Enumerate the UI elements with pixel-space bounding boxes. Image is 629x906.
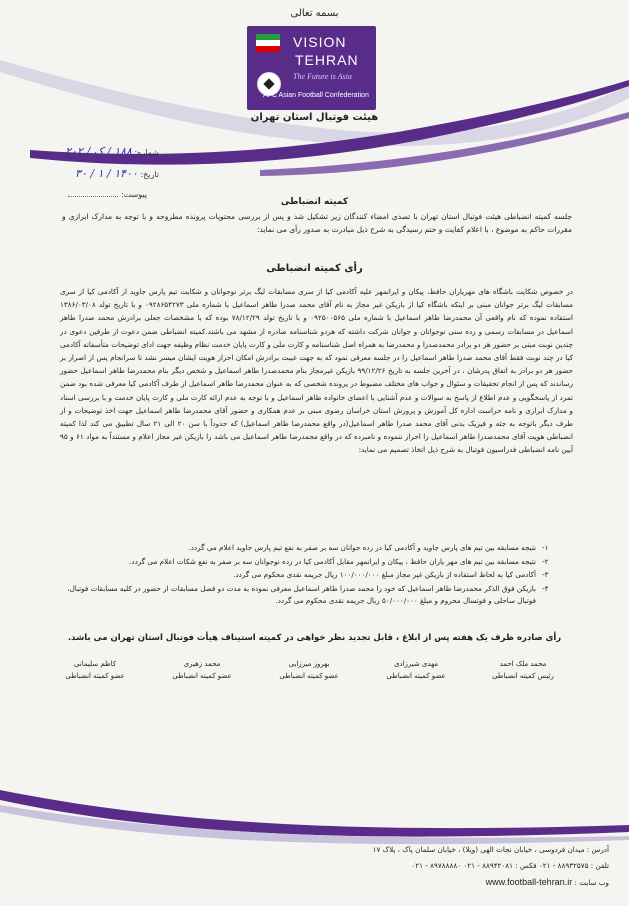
- signatory-name: محمد زهیری: [183, 660, 221, 668]
- number-value: ۱۸۸ / ک / ۲۰۲: [65, 145, 132, 158]
- signatory-role: رئیس کمیته انضباطی: [492, 672, 554, 680]
- verdict-title: رأی کمیته انضباطی: [266, 263, 363, 274]
- date-label: تاریخ:: [140, 170, 159, 179]
- logo-confederation: AFC Asian Football Confederation: [263, 92, 369, 99]
- signatory-role: عضو کمیته انضباطی: [279, 672, 339, 680]
- footer-website-row: [20, 877, 609, 887]
- reference-number-row: [65, 145, 159, 158]
- signatory-role: عضو کمیته انضباطی: [386, 672, 446, 680]
- ruling-list: [66, 542, 556, 609]
- ruling-item-number: ۴-: [542, 583, 549, 593]
- ruling-item: [66, 542, 556, 555]
- footer-phones: تلفن : ۸۸۹۳۲۵۷۵ - ۰۲۱ فکس : ۸۸۹۴۲۰۸۱ - ۰۲۱ ۸۹۷۸۸۸۸۰ - ۰۲۱: [411, 861, 609, 870]
- signatory-name: بهروز میرزایی: [288, 660, 330, 668]
- logo-line1: VISION: [293, 34, 347, 50]
- website-label: وب سایت :: [574, 878, 609, 887]
- signatures-row: [54, 658, 564, 682]
- signatory-role: عضو کمیته انضباطی: [65, 672, 125, 680]
- intro-paragraph: جلسه کمیته انضباطی هیئت فوتبال استان تهران با تصدی امضاء کنندگان زیر تشکیل شد و پس از بررسی محتویات پرونده مطروحه و با توجه به مدارک ابرازی و مقررات حاکم به موضوع ، با اعلام کفایت و ختم رسیدگی به شرح ذیل مبادرت به صدور رأی می نماید:: [62, 212, 572, 234]
- signature-block: [375, 658, 457, 682]
- ruling-item-text: نتیجه مسابقه بین تیم های مهر یاران حافظ ، پیکان و ایرانمهر مقابل آکادمی کیا در رده نوجوانان سه بر صفر به نفع شکات اعلام می گردد.: [129, 556, 536, 566]
- ruling-item-text: نتیجه مسابقه بین تیم های پارس جاوید و آکادمی کیا در رده جوانان سه بر صفر به نفع تیم پارس جاوید اعلام می گردد.: [188, 543, 536, 552]
- signatory-name: محمد ملک احمد: [499, 660, 547, 668]
- logo-tagline: The Future is Asia: [293, 72, 352, 81]
- signature-block: [54, 658, 136, 682]
- appeal-notice: رأی صادره ظرف یک هفته پس از ابلاغ ، قابل تجدید نظر خواهی در کمیته استیناف هیأت فوتبال استان تهران می باشد.: [67, 633, 562, 643]
- ruling-item-number: ۳-: [542, 570, 549, 579]
- signature-block: [268, 658, 350, 682]
- attachment-label: پیوست:: [120, 190, 147, 199]
- signature-block: [161, 658, 243, 682]
- ruling-item-text: بازیکن فوق الذکر محمدرضا طاهر اسماعیل که خود را محمد صدرا طاهر اسماعیل معرفی نموده به مدت دو فصل مسابقات از حضور در کلیه مسابقات فوتبال، فوتبال ساحلی و فوتسال محروم و مبلغ ۵۰/۰۰۰/۰۰۰ ریال جریمه نقدی محکوم می گردد.: [67, 583, 536, 605]
- ruling-item: [66, 583, 556, 608]
- organization-name: هیئت فوتبال استان تهران: [250, 112, 379, 123]
- ruling-item-number: ۲-: [542, 556, 549, 566]
- signatory-name: مهدی شیرزادی: [393, 660, 439, 668]
- bismillah-text: بسمه تعالی: [290, 8, 339, 19]
- vision-tehran-logo: [247, 26, 376, 110]
- signature-block: [482, 658, 564, 682]
- signatory-name: کاظم سلیمانی: [73, 660, 117, 668]
- date-value: ۱۴۰۰ / ۱ / ۳۰: [75, 167, 138, 180]
- ruling-item-text: آکادمی کیا به لحاظ استفاده از بازیکن غیر مجاز مبلغ ۱۰۰/۰۰۰/۰۰۰ ریال جریمه نقدی محکوم می گردد.: [233, 570, 536, 579]
- ruling-item: [66, 569, 556, 582]
- ruling-item: [66, 556, 556, 569]
- number-label: شماره:: [134, 148, 159, 157]
- reference-date-row: [75, 167, 159, 180]
- logo-line2: TEHRAN: [295, 52, 359, 68]
- verdict-body: در خصوص شکایت باشگاه های مهریاران حافظ، پیکان و ایرانمهر علیه آکادمی کیا از سری مسابقات لیگ برتر نوجوانان و شکایت تیم پارس جاوید از آکادمی کیا از سری مسابقات لیگ برتر جوانان مبنی بر اینکه باشگاه کیا از بازیکن غیر مجاز به نام آقای محمد صدرا طاهر اسماعیل با شماره ملی ۰۹۲۸۶۵۴۲۷۳ و با تاریخ تولد ۱۳۸۶/۰۳/۰۸ استفاده نموده که نام واقعی آن محمدرضا طاهر اسماعیل با شماره ملی ۰۹۲۵۰۰۵۶۵ و با تاریخ تولد ۷۸/۱۲/۲۹ بوده که با مشخصات جعلی برادرش محمد صدرا طاهر اسماعیل در مسابقات رسمی و رده سنی نوجوانان و جوانان شرکت داشته که هردو شناسنامه صادره از مشهد می باشند.کمیته انضباطی ضمن دعوت از طرفین دعوی در چندین نوبت مبنی بر حضور هر دو برادر محمدصدرا و محمدرضا به همراه اصل شناسنامه و کارت ملی و کارت پایان خدمت نظام وظیفه جهت ادای توضیحات متأسفانه آکادمی کیا در چند نوبت فقط آقای محمد صدرا طاهر اسماعیل را در جلسه معرفی نمود که به جهت غیبت برادرش امکان احراز هویت ایشان میسر نشد تا سرانجام پس از اصرار بر حضور هر دو برادر به اتفاق پدرشان ، در آخرین جلسه به تاریخ ۹۹/۱۲/۲۶ بازیکن غیرمجاز بنام محمدصدرا طاهر اسماعیل و شخص دیگر بنام محمدرضا طاهر اسماعیل حضور رساندند که پس از انجام تحقیقات و سئوال و جواب های مختلف مضبوط در پرونده شخصی که به عنوان محمدرضا طاهر اسماعیل از طرف آکادمی کیا معرفی شده بود ضمن تمرد از پاسخگویی و عدم اطلاع از پاسخ به سوالات و عدم آشنایی با اعضای خانواده طاهر اسماعیل و با توجه به عدم ارائه کارت ملی و کارت پایان خدمت و با بررسی اسناد و مدارک ابرازی و نامه حراست اداره کل آموزش و پرورش استان خراسان رضوی مبنی بر عدم همکاری و حضور آقای محمدرضا طاهر اسماعیل جهت اخذ توضیحات و از طرف دیگر باتوجه به جثه و فیزیک بدنی آقای محمد صدرا طاهر اسماعیل(در واقع محمدرضا طاهر اسماعیل) که حدوداً با سن ۲۰ الی ۲۱ سال تطبیق می کند لذا کمیته انضباطی هویت آقای محمدصدرا طاهر اسماعیل را احراز ننموده و نامبرده که در واقع محمدرضا طاهر اسماعیل می باشد را بازیکن غیر مجاز اعلام و مستنداً به مواد ۶۱ و ۹۵ آیین نامه انضباطی فدراسیون فوتبال به شرح ذیل اتخاذ تصمیم می نماید:: [60, 287, 574, 455]
- committee-title: کمیته انضباطی: [280, 197, 349, 207]
- ruling-item-number: ۱-: [542, 543, 549, 552]
- signatory-role: عضو کمیته انضباطی: [172, 672, 232, 680]
- footer-address: آدرس : میدان فردوسی ، خیابان نجات الهی (ویلا) ، خیابان سلمان پاک ، پلاک ۱۷: [372, 845, 609, 854]
- website-link[interactable]: www.football-tehran.ir: [485, 877, 573, 887]
